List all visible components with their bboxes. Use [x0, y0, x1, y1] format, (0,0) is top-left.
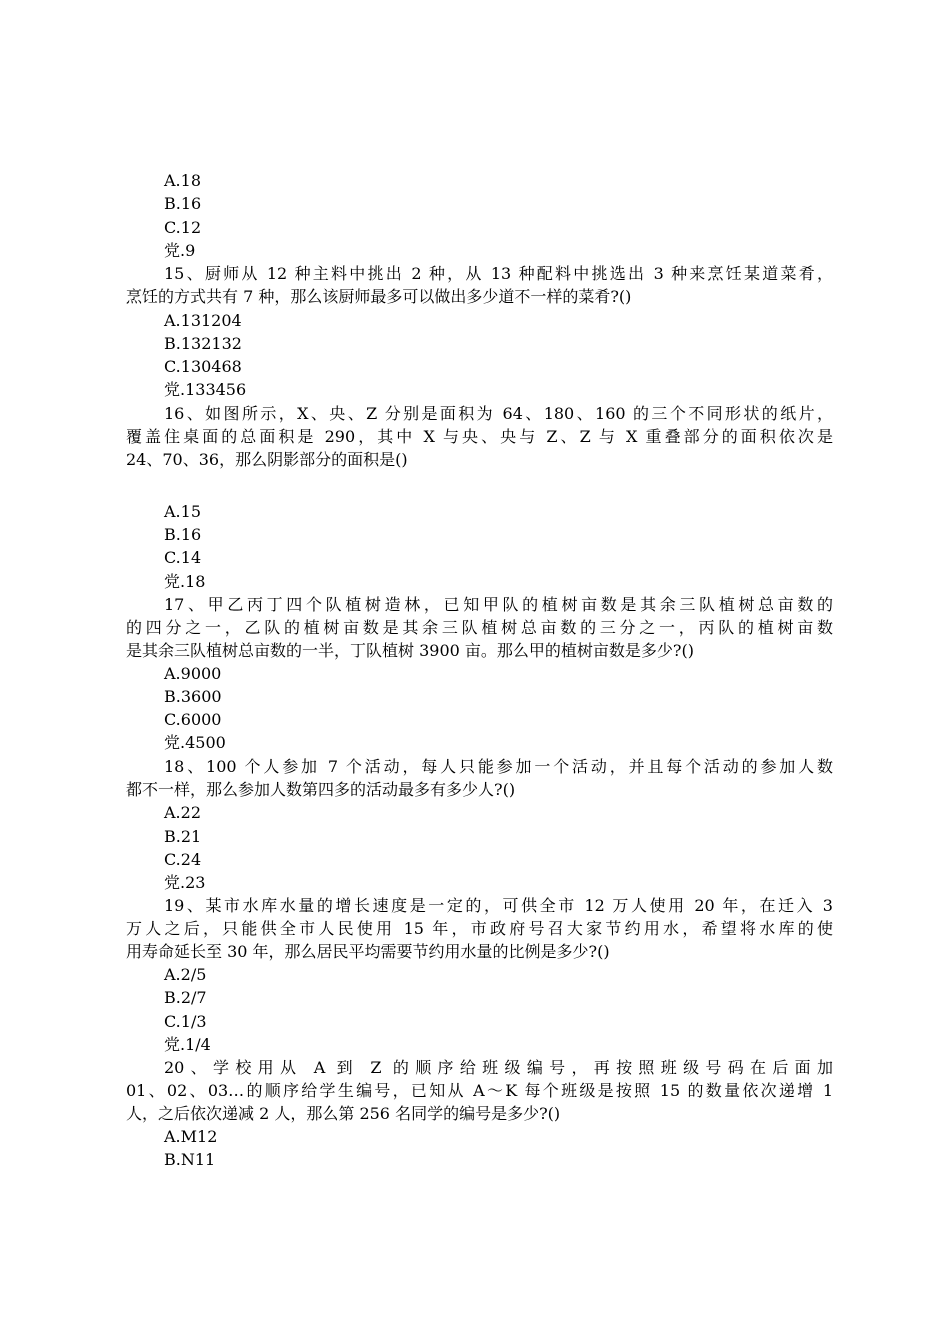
question-18: 18、100 个人参加 7 个活动，每人只能参加一个活动，并且每个活动的参加人数 — [164, 757, 833, 776]
option-d: 党.18 — [164, 572, 206, 591]
option-a: A.M12 — [164, 1127, 218, 1146]
question-17: 17、甲乙丙丁四个队植树造林，已知甲队的植树亩数是其余三队植树总亩数的 — [164, 595, 833, 614]
option-a: A.9000 — [164, 664, 222, 683]
question-18-continued: 都不一样，那么参加人数第四多的活动最多有多少人?() — [126, 780, 516, 799]
option-a: A.22 — [164, 803, 201, 822]
option-c: C.6000 — [164, 710, 222, 729]
question-16-continued: 覆盖住桌面的总面积是 290，其中 X 与央、央与 Z、Z 与 X 重叠部分的面积依次是 — [126, 427, 833, 446]
question-17-continued: 的四分之一，乙队的植树亩数是其余三队植树总亩数的三分之一，丙队的植树亩数 — [126, 618, 833, 637]
question-15: 15、厨师从 12 种主料中挑出 2 种，从 13 种配料中挑选出 3 种来烹饪某道菜肴， — [164, 264, 833, 283]
option-c: C.1/3 — [164, 1012, 207, 1031]
question-16: 16、如图所示，X、央、Z 分别是面积为 64、180、160 的三个不同形状的纸片， — [164, 404, 833, 423]
option-d: 党.133456 — [164, 380, 247, 399]
option-b: B.2/7 — [164, 988, 207, 1007]
option-c: C.14 — [164, 548, 202, 567]
question-20: 20、学校用从 A 到 Z 的顺序给班级编号，再按照班级号码在后面加 — [164, 1058, 833, 1077]
option-c: C.130468 — [164, 357, 242, 376]
option-d: 党.23 — [164, 873, 206, 892]
option-b: B.3600 — [164, 687, 222, 706]
option-b: B.132132 — [164, 334, 242, 353]
question-20-continued: 人，之后依次递减 2 人，那么第 256 名同学的编号是多少?() — [126, 1104, 561, 1123]
option-d: 党.4500 — [164, 733, 226, 752]
question-17-continued: 是其余三队植树总亩数的一半，丁队植树 3900 亩。那么甲的植树亩数是多少?() — [126, 641, 694, 660]
question-19-continued: 用寿命延长至 30 年，那么居民平均需要节约用水量的比例是多少?() — [126, 942, 610, 961]
option-a: A.15 — [164, 502, 201, 521]
option-b: B.N11 — [164, 1150, 216, 1169]
option-c: C.12 — [164, 218, 202, 237]
question-19: 19、某市水库水量的增长速度是一定的，可供全市 12 万人使用 20 年，在迁入 3 — [164, 896, 833, 915]
question-20-continued: 01、02、03…的顺序给学生编号，已知从 A～K 每个班级是按照 15 的数量依次递增 1 — [126, 1081, 833, 1100]
question-15-continued: 烹饪的方式共有 7 种，那么该厨师最多可以做出多少道不一样的菜肴?() — [126, 287, 632, 306]
option-a: A.18 — [164, 171, 201, 190]
option-a: A.131204 — [164, 311, 242, 330]
option-b: B.21 — [164, 827, 202, 846]
option-d: 党.9 — [164, 241, 196, 260]
option-b: B.16 — [164, 194, 202, 213]
option-d: 党.1/4 — [164, 1035, 211, 1054]
option-b: B.16 — [164, 525, 202, 544]
option-a: A.2/5 — [164, 965, 207, 984]
option-c: C.24 — [164, 850, 202, 869]
question-16-continued: 24、70、36，那么阴影部分的面积是() — [126, 450, 408, 469]
question-19-continued: 万人之后，只能供全市人民使用 15 年，市政府号召大家节约用水，希望将水库的使 — [126, 919, 833, 938]
